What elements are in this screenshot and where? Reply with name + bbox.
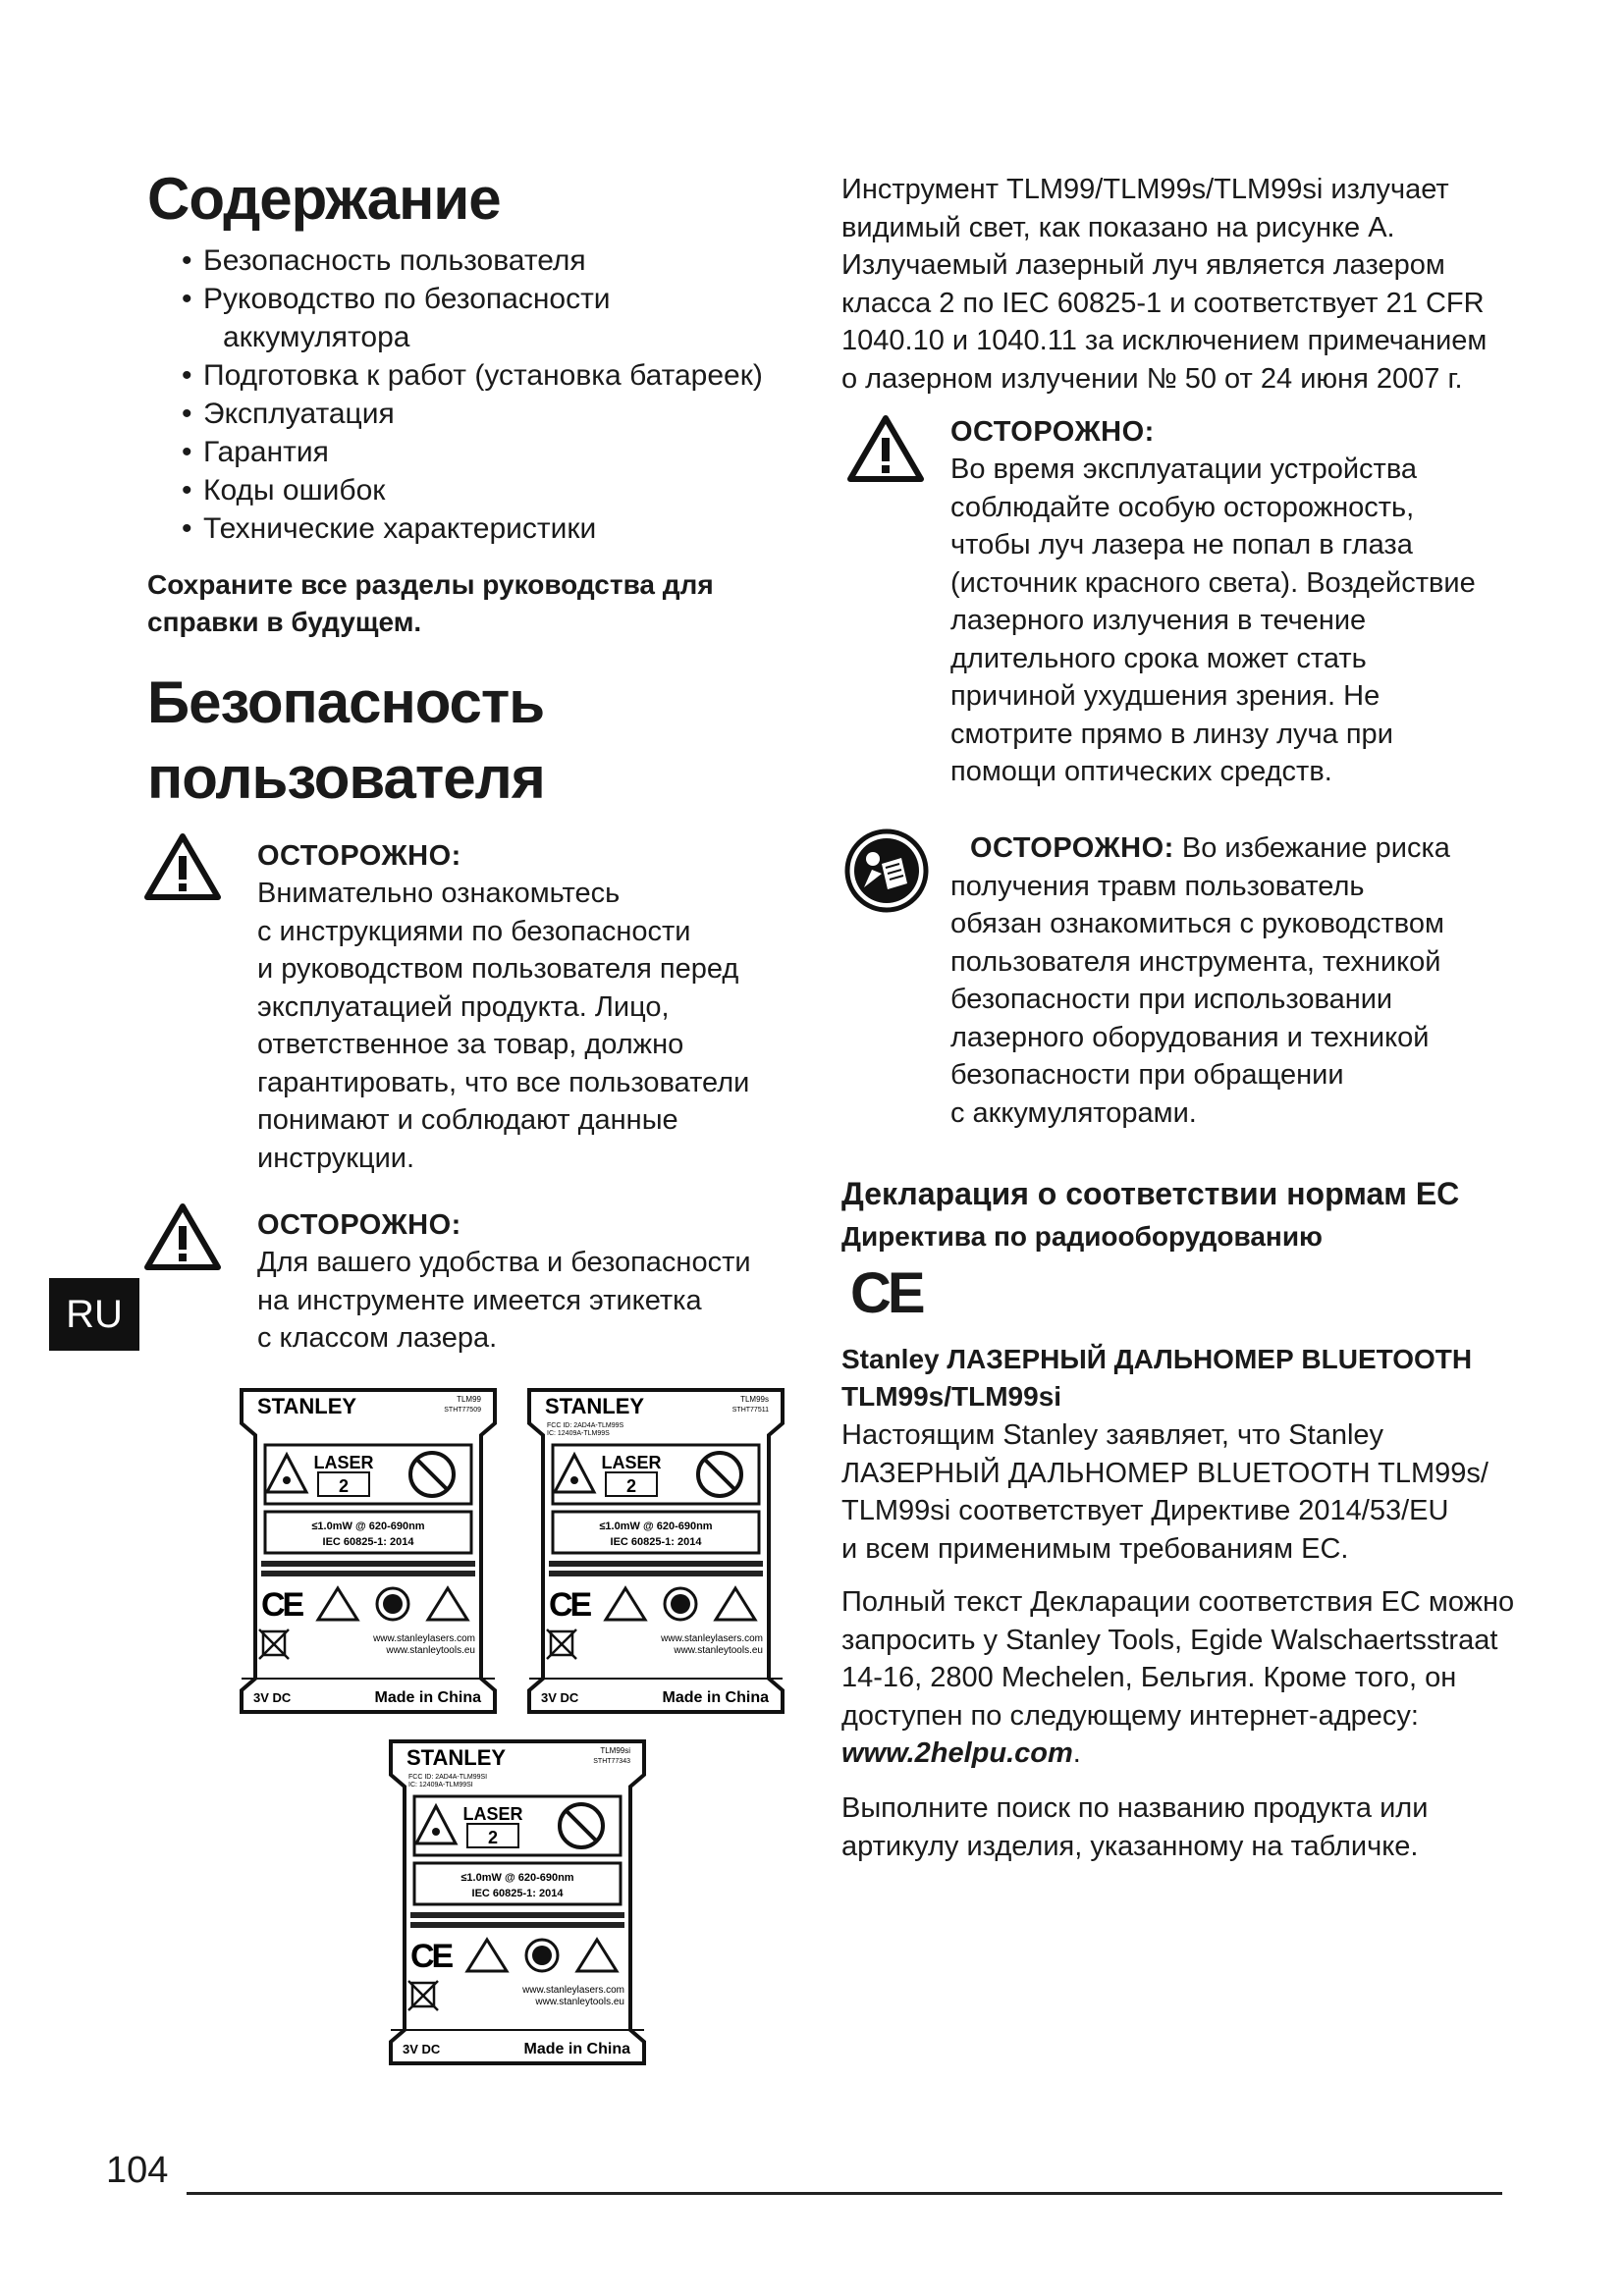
label-fcc: FCC ID: 2AD4A-TLM99S: [547, 1422, 624, 1429]
label-fcc: FCC ID: 2AD4A-TLM99SI: [408, 1774, 488, 1781]
website-link[interactable]: www.2helpu.com: [841, 1737, 1073, 1769]
laser-word: LASER: [462, 1804, 523, 1824]
label-made-in: Made in China: [523, 2041, 630, 2057]
label-power: ≤1.0mW @ 620-690nm: [599, 1521, 713, 1532]
label-ic: IC: 12409A-TLM99SI: [408, 1782, 473, 1789]
label-web2: www.stanleytools.eu: [674, 1645, 763, 1656]
declaration-title: Декларация о соответствии нормам ЕС: [841, 1176, 1460, 1211]
label-model: TLM99si: [600, 1746, 630, 1755]
text-line: 1040.10 и 1040.11 за исключением примечанием: [841, 325, 1488, 356]
text-line: получения травм пользователь: [950, 870, 1365, 902]
language-badge: RU: [49, 1278, 139, 1351]
text-line: безопасности при использовании: [950, 984, 1393, 1015]
label-ic: IC: 12409A-TLM99S: [547, 1430, 610, 1437]
warning-triangle-icon: [143, 832, 222, 906]
toc-item[interactable]: • Гарантия: [182, 433, 771, 471]
label-sku: STHT77343: [593, 1758, 630, 1765]
toc-item[interactable]: • Технические характеристики: [182, 509, 771, 548]
label-outline: [242, 1390, 495, 1712]
label-ce-mark: CE: [261, 1586, 302, 1624]
text-line: с классом лазера.: [257, 1322, 498, 1354]
warning-triangle-icon: [846, 414, 925, 488]
page-number: 104: [106, 2150, 169, 2191]
laser-word: LASER: [601, 1453, 662, 1472]
warning2-heading: ОСТОРОЖНО:: [257, 1209, 461, 1241]
text-line: причиной ухудшения зрения. Не: [950, 680, 1380, 712]
laser-class: 2: [625, 1476, 637, 1496]
toc-item[interactable]: • Коды ошибок: [182, 471, 771, 509]
text-line: эксплуатацией продукта. Лицо,: [257, 990, 670, 1023]
ce-mark: CE: [850, 1261, 922, 1325]
search-paragraph: [841, 1789, 1529, 1865]
laser-label-tlm99: [236, 1384, 501, 1718]
warning4-block: ОСТОРОЖНО: Во избежание риска получения травм пользователь обязан ознакомиться с руководством пользователя инструмента, техникой безопасности при использовании лазерного оборудования и техникой безопасности при обращении с аккумуляторами.: [950, 829, 1530, 1132]
label-voltage: 3V DC: [403, 2042, 441, 2056]
text-line: Полный текст Декларации соответствия ЕС можно: [841, 1586, 1515, 1618]
laser-class: 2: [487, 1828, 499, 1847]
intro-paragraph: [841, 171, 1509, 398]
text-line: Во время эксплуатации устройства: [950, 454, 1418, 485]
label-web2: www.stanleytools.eu: [535, 1997, 624, 2007]
product-heading: Stanley ЛАЗЕРНЫЙ ДАЛЬНОМЕР BLUETOOTH TLM99s/TLM99si: [841, 1344, 1473, 1412]
text-line: (источник красного света). Воздействие: [950, 566, 1476, 599]
label-brand: STANLEY: [406, 1745, 507, 1770]
toc-item[interactable]: • Подготовка к работ (установка батареек): [182, 356, 771, 395]
text-line: ответственное за товар, должно: [257, 1029, 684, 1060]
toc-item[interactable]: • Эксплуатация: [182, 395, 771, 433]
text-line: длительного срока может стать: [950, 642, 1367, 674]
text-line: Настоящим Stanley заявляет, что Stanley: [841, 1419, 1384, 1451]
text-line: с аккумуляторами.: [950, 1096, 1197, 1129]
text-line: запросить у Stanley Tools, Egide Walschaertsstraat: [841, 1624, 1498, 1656]
label-outline: [529, 1390, 783, 1712]
url-line: www.2helpu.com.: [841, 1737, 1081, 1769]
text-line: безопасности при обращении: [950, 1059, 1344, 1091]
save-note: Сохраните все разделы руководства для справки в будущем.: [147, 569, 714, 637]
laser-word: LASER: [313, 1453, 374, 1472]
label-web1: www.stanleylasers.com: [522, 1985, 624, 1996]
warning3-block: [950, 413, 1520, 791]
label-iec: IEC 60825-1: 2014: [471, 1888, 564, 1899]
text-line: Инструмент TLM99/TLM99s/TLM99si излучает: [841, 174, 1449, 205]
declaration-subtitle: Директива по радиооборудованию: [841, 1221, 1323, 1252]
text-line: гарантировать, что все пользователи: [257, 1066, 750, 1098]
text-line: обязан ознакомиться с руководством: [950, 908, 1444, 939]
label-brand: STANLEY: [257, 1394, 357, 1418]
label-outline: [391, 1741, 644, 2063]
text-line: смотрите прямо в линзу луча при: [950, 718, 1393, 750]
label-sku: STHT77509: [444, 1407, 481, 1414]
text-line: инструкции.: [257, 1142, 415, 1174]
label-iec: IEC 60825-1: 2014: [322, 1536, 414, 1548]
text-line: и всем применимым требованиям ЕС.: [841, 1532, 1349, 1565]
fulltext-paragraph: [841, 1583, 1529, 1735]
warning-triangle-icon: [143, 1202, 222, 1276]
toc-item[interactable]: • Руководство по безопасности аккумулятора: [182, 280, 771, 356]
warning2-block: [257, 1206, 768, 1358]
text-line: Для вашего удобства и безопасности: [257, 1247, 751, 1278]
warning3-heading: ОСТОРОЖНО:: [950, 416, 1155, 448]
text-line: видимый свет, как показано на рисунке А.: [841, 211, 1395, 243]
label-web2: www.stanleytools.eu: [386, 1645, 475, 1656]
toc-list: [182, 241, 771, 548]
label-web1: www.stanleylasers.com: [373, 1633, 475, 1644]
label-voltage: 3V DC: [541, 1690, 579, 1705]
text-line: понимают и соблюдают данные: [257, 1104, 678, 1136]
text-line: лазерного оборудования и техникой: [950, 1021, 1430, 1053]
text-line: помощи оптических средств.: [950, 756, 1332, 787]
text-line: Внимательно ознакомьтесь: [257, 878, 621, 909]
laser-label-tlm99s: [523, 1384, 788, 1718]
footer-divider: [187, 2192, 1502, 2195]
toc-title: Содержание: [147, 166, 501, 232]
label-model: TLM99s: [740, 1395, 769, 1404]
text-line: на инструменте имеется этикетка: [257, 1284, 702, 1316]
text-line: чтобы луч лазера не попал в глаза: [950, 529, 1413, 561]
text-line: класса 2 по IEC 60825-1 и соответствует 21 CFR: [841, 287, 1485, 319]
read-manual-icon: [842, 827, 931, 920]
text-line: доступен по следующему интернет-адресу:: [841, 1699, 1419, 1732]
warning1-block: [257, 837, 768, 1177]
text-line: с инструкциями по безопасности: [257, 915, 691, 947]
text-line: и руководством пользователя перед: [257, 953, 739, 985]
text-line: 14-16, 2800 Mechelen, Бельгия. Кроме того, он: [841, 1662, 1457, 1693]
text-line: артикулу изделия, указанному на табличке.: [841, 1830, 1419, 1862]
toc-item[interactable]: • Безопасность пользователя: [182, 241, 771, 280]
text-line: TLM99si соответствует Директиве 2014/53/EU: [841, 1495, 1449, 1526]
text-line: соблюдайте особую осторожность,: [950, 491, 1415, 523]
text-line: о лазерном излучении № 50 от 24 июня 2007 г.: [841, 362, 1463, 395]
safety-title-line2: пользователя: [147, 745, 545, 811]
label-made-in: Made in China: [662, 1689, 769, 1706]
label-brand: STANLEY: [545, 1394, 645, 1418]
text-line: пользователя инструмента, техникой: [950, 945, 1441, 978]
label-made-in: Made in China: [374, 1689, 481, 1706]
label-ce-mark: CE: [410, 1938, 452, 1975]
safety-title-line1: Безопасность: [147, 669, 545, 735]
laser-label-tlm99si: [385, 1735, 650, 2069]
text-line: ЛАЗЕРНЫЙ ДАЛЬНОМЕР BLUETOOTH TLM99s/: [841, 1457, 1489, 1489]
label-web1: www.stanleylasers.com: [661, 1633, 763, 1644]
warning1-heading: ОСТОРОЖНО:: [257, 840, 461, 872]
laser-class: 2: [338, 1476, 350, 1496]
warning4-heading: ОСТОРОЖНО:: [970, 832, 1174, 864]
text-line: Выполните поиск по названию продукта или: [841, 1792, 1429, 1824]
text-line: Излучаемый лазерный луч является лазером: [841, 249, 1445, 281]
text-line: лазерного излучения в течение: [950, 605, 1367, 636]
label-ce-mark: CE: [549, 1586, 590, 1624]
label-power: ≤1.0mW @ 620-690nm: [460, 1872, 574, 1884]
label-iec: IEC 60825-1: 2014: [610, 1536, 702, 1548]
label-voltage: 3V DC: [253, 1690, 292, 1705]
declaration-text: [841, 1416, 1529, 1568]
label-model: TLM99: [457, 1395, 481, 1404]
label-sku: STHT77511: [731, 1407, 769, 1414]
label-power: ≤1.0mW @ 620-690nm: [311, 1521, 425, 1532]
